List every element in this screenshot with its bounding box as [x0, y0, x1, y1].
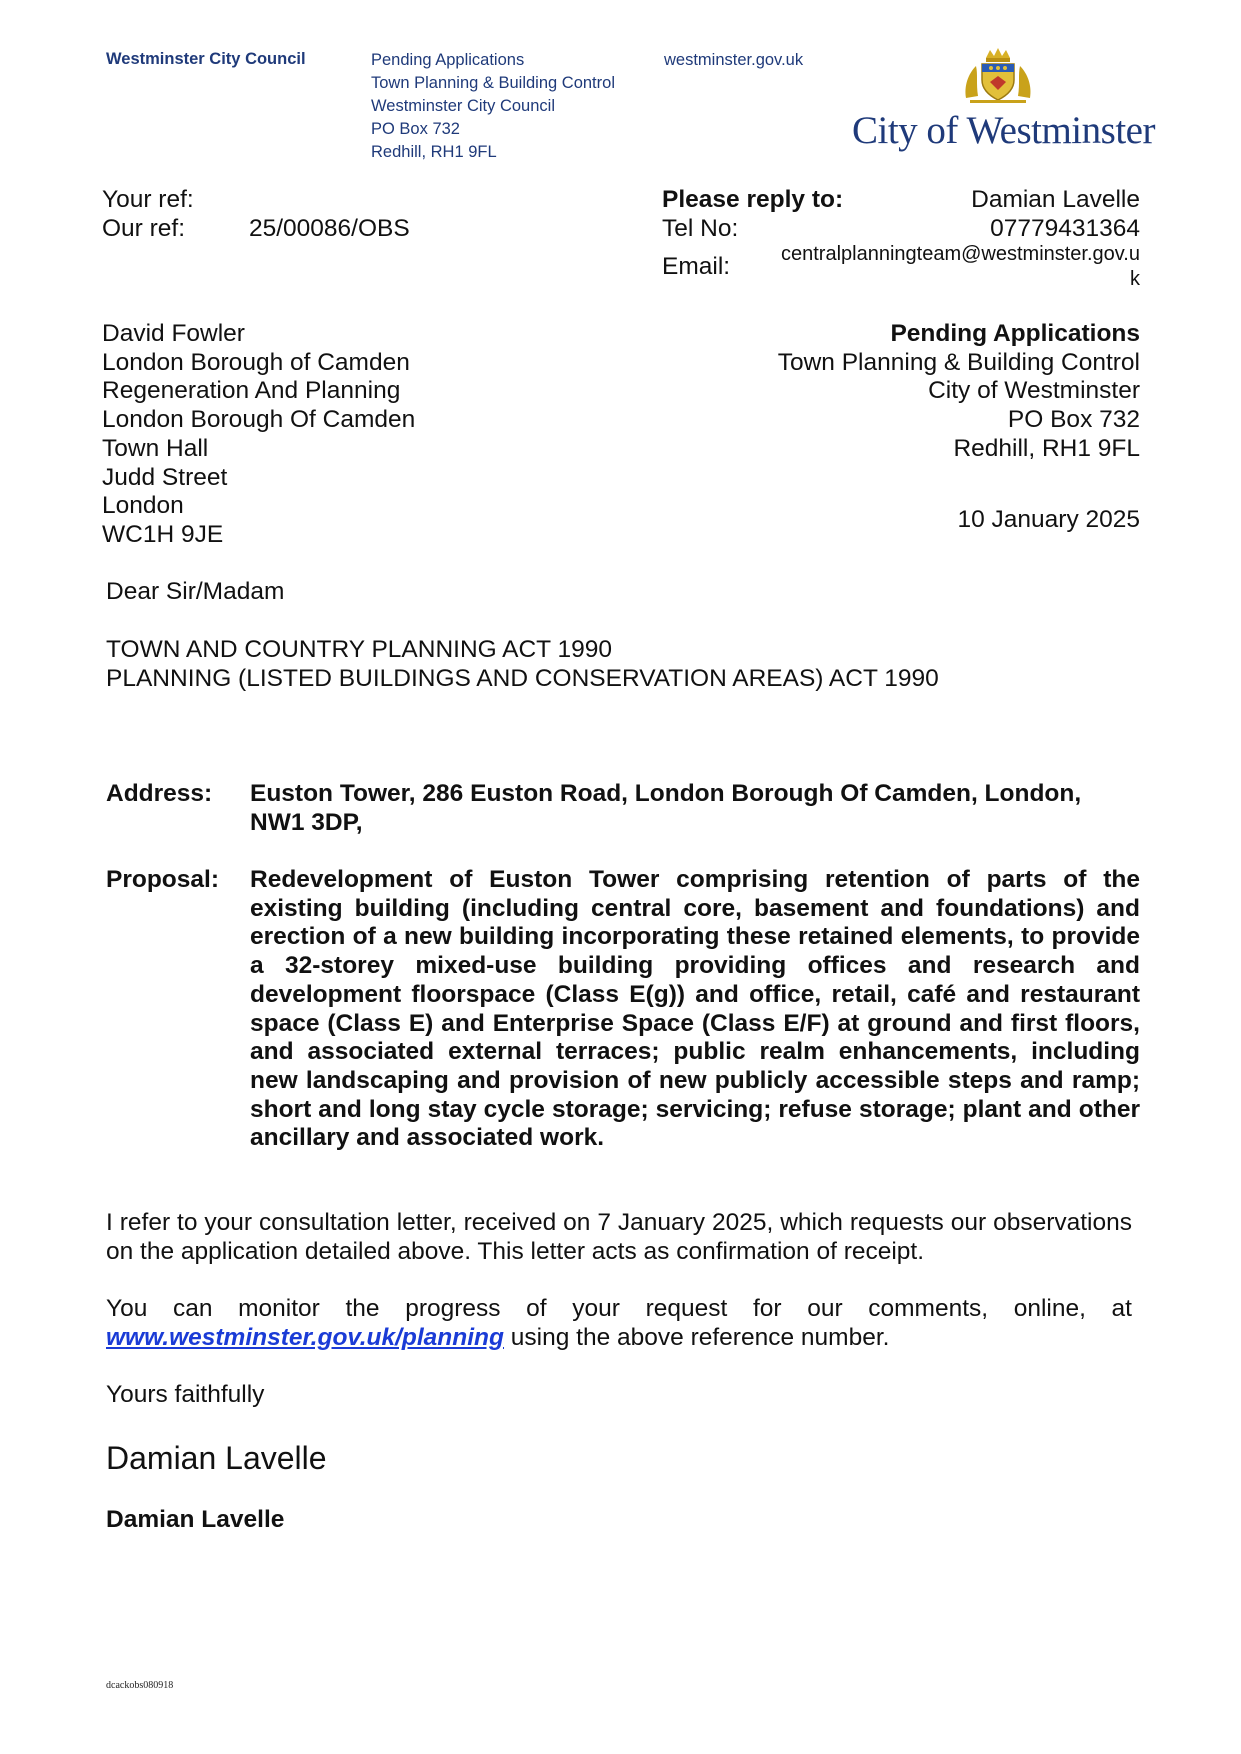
paragraph-monitor-line: You can monitor the progress of your request for our comments, online, at: [106, 1295, 1132, 1322]
recipient-line: David Fowler: [102, 320, 245, 347]
recipient-line: London Borough of Camden: [102, 348, 410, 376]
footer-code: dcackobs080918: [106, 1680, 174, 1691]
paragraph-receipt: I refer to your consultation letter, received on 7 January 2025, which requests our observations on the application detailed above. This letter acts as confirmation of receipt.: [106, 1209, 1132, 1265]
brand-name: City of Westminster: [852, 109, 1155, 152]
header-address-line: Town Planning & Building Control: [371, 74, 615, 92]
header-address-line: Westminster City Council: [371, 97, 555, 115]
recipient-line: Town Hall: [102, 434, 209, 462]
paragraph-monitor-line2: [106, 1324, 1132, 1353]
recipient-line: Regeneration And Planning: [102, 377, 401, 405]
paragraph-monitor: [106, 1295, 1132, 1352]
address-value: Euston Tower, 286 Euston Road, London Borough Of Camden, London, NW1 3DP,: [250, 780, 1082, 836]
address-label: Address:: [106, 780, 213, 807]
tel-value: 07779431364: [990, 215, 1140, 242]
coat-of-arms-icon: [960, 46, 1036, 104]
email-value: [740, 242, 1140, 292]
sender-line: Redhill, RH1 9FL: [953, 434, 1140, 462]
header-website: westminster.gov.uk: [664, 51, 804, 69]
org-name: Westminster City Council: [106, 50, 306, 68]
our-ref-label: Our ref:: [102, 215, 186, 242]
paragraph-monitor-tail: using the above reference number.: [503, 1323, 890, 1351]
our-ref-value: 25/00086/OBS: [249, 215, 410, 242]
email-label: Email:: [662, 253, 731, 280]
reply-to-label: Please reply to:: [662, 186, 844, 213]
sender-line: Town Planning & Building Control: [777, 348, 1140, 376]
sender-address: [700, 320, 1140, 464]
recipient-line: London Borough Of Camden: [102, 406, 416, 434]
email-value-line: centralplanningteam@westminster.gov.u: [780, 243, 1140, 265]
tel-label: Tel No:: [662, 215, 739, 242]
recipient-line: London: [102, 492, 184, 520]
sender-line: PO Box 732: [1007, 406, 1140, 434]
sender-line: City of Westminster: [928, 377, 1140, 405]
reply-to-name: Damian Lavelle: [971, 186, 1140, 213]
sender-title: Pending Applications: [890, 320, 1140, 347]
planning-website-link[interactable]: www.westminster.gov.uk/planning: [106, 1323, 504, 1351]
header-address-line: Pending Applications: [371, 51, 525, 69]
recipient-address: [102, 320, 415, 550]
legislation-heading: [106, 636, 939, 693]
closing: Yours faithfully: [106, 1381, 265, 1408]
header-address-line: Redhill, RH1 9FL: [371, 143, 497, 161]
recipient-line: WC1H 9JE: [102, 520, 224, 548]
your-ref-label: Your ref:: [102, 186, 194, 213]
act-line: PLANNING (LISTED BUILDINGS AND CONSERVATION AREAS) ACT 1990: [106, 664, 939, 692]
salutation: Dear Sir/Madam: [106, 578, 285, 605]
email-value-line: k: [1130, 268, 1140, 290]
signatory-name: Damian Lavelle: [106, 1506, 285, 1533]
letter-date: 10 January 2025: [957, 506, 1140, 533]
act-line: TOWN AND COUNTRY PLANNING ACT 1990: [106, 636, 613, 663]
proposal-label: Proposal:: [106, 866, 219, 893]
proposal-value: Redevelopment of Euston Tower comprising retention of parts of the existing building (including central core, basement and foundations) and erection of a new building incorporating these retained elements, to provide a 32-storey mixed-use building providing offices and research and development floorspace (Class E(g)) and office, retail, café and restaurant space (Class E) and Enterprise Space (Class E/F) at ground and first floors, and associated external terraces; public realm enhancements, including new landscaping and provision of new publicly accessible steps and ramp; short and long stay cycle storage; servicing; refuse storage; plant and other ancillary and associated work.: [250, 866, 1140, 1152]
signature: Damian Lavelle: [106, 1440, 327, 1476]
recipient-line: Judd Street: [102, 463, 228, 491]
header-address: [371, 49, 615, 164]
header-address-line: PO Box 732: [371, 120, 460, 138]
